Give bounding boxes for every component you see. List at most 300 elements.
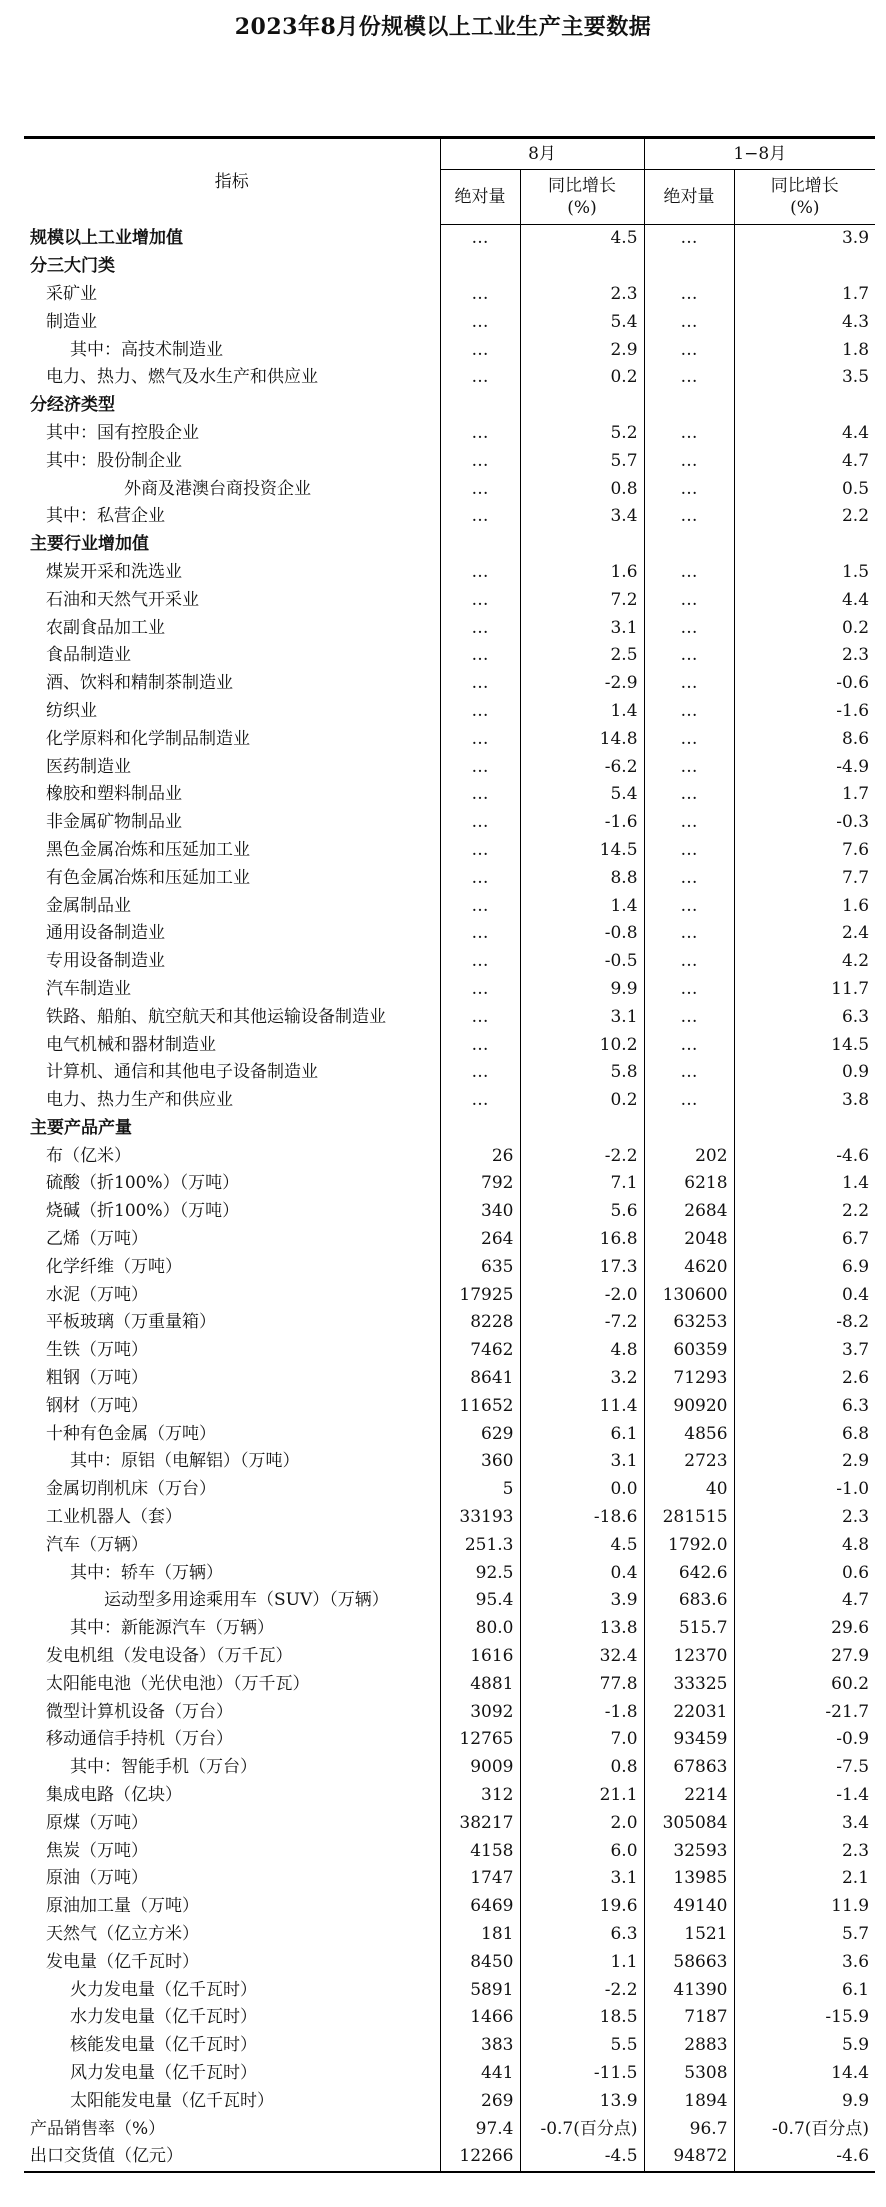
indicator-name: 出口交货值（亿元） xyxy=(24,2143,440,2172)
indicator-name: 铁路、船舶、航空航天和其他运输设备制造业 xyxy=(46,1006,386,1027)
ytd-absolute-value xyxy=(644,253,734,281)
indicator-name: 发电机组（发电设备）（万千瓦） xyxy=(46,1646,293,1667)
indicator-name: 火力发电量（亿千瓦时） xyxy=(70,1979,257,2000)
ytd-absolute-value: 4856 xyxy=(644,1420,734,1448)
table-row xyxy=(24,1392,875,1420)
ytd-yoy-value: 14.5 xyxy=(734,1031,875,1059)
aug-yoy-value: 0.2 xyxy=(520,364,644,392)
indicator-name: 计算机、通信和其他电子设备制造业 xyxy=(46,1062,318,1083)
indicator-name: 钢材（万吨） xyxy=(46,1395,148,1416)
aug-yoy-value: -1.6 xyxy=(520,809,644,837)
ytd-yoy-value: -1.4 xyxy=(734,1782,875,1810)
aug-yoy-value xyxy=(520,253,644,281)
aug-yoy-value: 4.5 xyxy=(520,1531,644,1559)
header-ytd-yoy-label: 同比增长 xyxy=(770,176,839,196)
table-body xyxy=(24,225,875,2172)
aug-absolute-value: 38217 xyxy=(440,1809,520,1837)
ytd-absolute-value: … xyxy=(644,837,734,865)
aug-absolute-value: … xyxy=(440,642,520,670)
aug-absolute-value: 635 xyxy=(440,1253,520,1281)
ytd-yoy-value: 2.3 xyxy=(734,1504,875,1532)
table-row xyxy=(24,1198,875,1226)
table-row xyxy=(24,1253,875,1281)
table-row xyxy=(24,753,875,781)
aug-absolute-value: … xyxy=(440,225,520,253)
table-row xyxy=(24,2143,875,2172)
table-row xyxy=(24,670,875,698)
ytd-absolute-value: … xyxy=(644,586,734,614)
table-row xyxy=(24,225,875,253)
indicator-name: 汽车制造业 xyxy=(46,978,131,999)
aug-absolute-value: 1466 xyxy=(440,2004,520,2032)
indicator-name: 生铁（万吨） xyxy=(46,1340,148,1361)
aug-absolute-value: 792 xyxy=(440,1170,520,1198)
ytd-absolute-value: 130600 xyxy=(644,1281,734,1309)
aug-absolute-value: … xyxy=(440,698,520,726)
ytd-yoy-value: 2.2 xyxy=(734,503,875,531)
table-row xyxy=(24,1365,875,1393)
aug-yoy-value: 2.0 xyxy=(520,1809,644,1837)
aug-yoy-value: 5.5 xyxy=(520,2032,644,2060)
ytd-absolute-value: … xyxy=(644,364,734,392)
aug-yoy-value: 77.8 xyxy=(520,1670,644,1698)
table-row xyxy=(24,447,875,475)
table-row xyxy=(24,837,875,865)
header-indicator: 指标 xyxy=(24,138,440,225)
ytd-absolute-value: 6218 xyxy=(644,1170,734,1198)
ytd-yoy-value: 3.8 xyxy=(734,1087,875,1115)
indicator-name: 金属切削机床（万台） xyxy=(46,1479,216,1500)
ytd-absolute-value: … xyxy=(644,698,734,726)
ytd-absolute-value: 2684 xyxy=(644,1198,734,1226)
ytd-yoy-value: 3.7 xyxy=(734,1337,875,1365)
table-row xyxy=(24,1976,875,2004)
aug-yoy-value: 1.1 xyxy=(520,1948,644,1976)
ytd-yoy-value: 60.2 xyxy=(734,1670,875,1698)
indicator-name: 其中：原铝（电解铝）（万吨） xyxy=(70,1451,300,1472)
aug-yoy-value: 2.3 xyxy=(520,281,644,309)
indicator-name: 焦炭（万吨） xyxy=(46,1840,148,1861)
ytd-yoy-value: 3.9 xyxy=(734,225,875,253)
ytd-absolute-value: 41390 xyxy=(644,1976,734,2004)
ytd-yoy-value: 4.8 xyxy=(734,1531,875,1559)
table-row xyxy=(24,809,875,837)
ytd-absolute-value: … xyxy=(644,670,734,698)
table-row xyxy=(24,725,875,753)
table-row xyxy=(24,503,875,531)
ytd-yoy-value: 1.6 xyxy=(734,892,875,920)
table-row xyxy=(24,1921,875,1949)
aug-absolute-value: … xyxy=(440,1003,520,1031)
ytd-yoy-value: 2.9 xyxy=(734,1448,875,1476)
ytd-yoy-value: 2.4 xyxy=(734,920,875,948)
table-row xyxy=(24,559,875,587)
indicator-name: 集成电路（亿块） xyxy=(46,1785,182,1806)
aug-absolute-value: 3092 xyxy=(440,1698,520,1726)
aug-absolute-value: … xyxy=(440,1059,520,1087)
ytd-yoy-value: -4.9 xyxy=(734,753,875,781)
ytd-yoy-value: 14.4 xyxy=(734,2060,875,2088)
table-row xyxy=(24,475,875,503)
ytd-absolute-value xyxy=(644,392,734,420)
ytd-yoy-value: 11.9 xyxy=(734,1893,875,1921)
ytd-yoy-value: 2.3 xyxy=(734,642,875,670)
table-row xyxy=(24,586,875,614)
table-row xyxy=(24,1726,875,1754)
ytd-absolute-value: 683.6 xyxy=(644,1587,734,1615)
aug-yoy-value: 0.8 xyxy=(520,1754,644,1782)
indicator-name: 产品销售率（%） xyxy=(30,2118,166,2139)
indicator-name: 石油和天然气开采业 xyxy=(46,589,199,610)
aug-yoy-value: -2.2 xyxy=(520,1976,644,2004)
ytd-yoy-value: -0.9 xyxy=(734,1726,875,1754)
aug-absolute-value: … xyxy=(440,837,520,865)
table-row xyxy=(24,1670,875,1698)
aug-absolute-value: … xyxy=(440,281,520,309)
statistics-table xyxy=(24,136,875,2173)
ytd-absolute-value: 1521 xyxy=(644,1921,734,1949)
table-header xyxy=(24,138,875,225)
ytd-yoy-value: 11.7 xyxy=(734,976,875,1004)
ytd-absolute-value: … xyxy=(644,892,734,920)
aug-yoy-value: 18.5 xyxy=(520,2004,644,2032)
aug-absolute-value: 17925 xyxy=(440,1281,520,1309)
aug-absolute-value: 1616 xyxy=(440,1643,520,1671)
aug-absolute-value: 181 xyxy=(440,1921,520,1949)
aug-absolute-value: 340 xyxy=(440,1198,520,1226)
ytd-absolute-value: 13985 xyxy=(644,1865,734,1893)
aug-yoy-value: 17.3 xyxy=(520,1253,644,1281)
ytd-absolute-value: 305084 xyxy=(644,1809,734,1837)
ytd-yoy-value: 4.3 xyxy=(734,308,875,336)
ytd-yoy-value: 0.9 xyxy=(734,1059,875,1087)
table-row xyxy=(24,2087,875,2115)
indicator-name: 太阳能电池（光伏电池）（万千瓦） xyxy=(46,1673,310,1694)
ytd-absolute-value: … xyxy=(644,948,734,976)
table-row xyxy=(24,1003,875,1031)
ytd-absolute-value: 12370 xyxy=(644,1643,734,1671)
aug-absolute-value: 7462 xyxy=(440,1337,520,1365)
indicator-name: 其中：股份制企业 xyxy=(46,450,182,471)
aug-absolute-value: … xyxy=(440,670,520,698)
aug-yoy-value: 13.9 xyxy=(520,2087,644,2115)
ytd-absolute-value: 1894 xyxy=(644,2087,734,2115)
table-row xyxy=(24,1643,875,1671)
header-ytd-absolute: 绝对量 xyxy=(644,170,734,225)
ytd-yoy-value: 3.4 xyxy=(734,1809,875,1837)
aug-yoy-value: 5.8 xyxy=(520,1059,644,1087)
header-aug-absolute: 绝对量 xyxy=(440,170,520,225)
header-aug-yoy xyxy=(520,170,644,225)
ytd-absolute-value: 5308 xyxy=(644,2060,734,2088)
aug-absolute-value: 4881 xyxy=(440,1670,520,1698)
indicator-name: 电力、热力生产和供应业 xyxy=(46,1090,233,1111)
ytd-absolute-value: … xyxy=(644,308,734,336)
aug-yoy-value: 21.1 xyxy=(520,1782,644,1810)
aug-absolute-value: 11652 xyxy=(440,1392,520,1420)
indicator-name: 布（亿米） xyxy=(46,1145,131,1166)
table-row xyxy=(24,1281,875,1309)
indicator-name: 十种有色金属（万吨） xyxy=(46,1423,216,1444)
indicator-name: 医药制造业 xyxy=(46,756,131,777)
indicator-name: 金属制品业 xyxy=(46,895,131,916)
indicator-name: 有色金属冶炼和压延加工业 xyxy=(46,867,250,888)
aug-yoy-value: 16.8 xyxy=(520,1226,644,1254)
table-row xyxy=(24,1587,875,1615)
table-row xyxy=(24,364,875,392)
ytd-yoy-value: 1.5 xyxy=(734,559,875,587)
indicator-name: 太阳能发电量（亿千瓦时） xyxy=(70,2090,274,2111)
ytd-absolute-value: … xyxy=(644,753,734,781)
ytd-absolute-value: 40 xyxy=(644,1476,734,1504)
ytd-absolute-value: 33325 xyxy=(644,1670,734,1698)
ytd-absolute-value: … xyxy=(644,1087,734,1115)
aug-absolute-value: 5891 xyxy=(440,1976,520,2004)
table-row xyxy=(24,976,875,1004)
aug-absolute-value: 8641 xyxy=(440,1365,520,1393)
aug-yoy-value: 0.4 xyxy=(520,1559,644,1587)
indicator-name: 风力发电量（亿千瓦时） xyxy=(70,2062,257,2083)
aug-absolute-value: … xyxy=(440,1087,520,1115)
ytd-yoy-value: 6.9 xyxy=(734,1253,875,1281)
ytd-absolute-value: … xyxy=(644,420,734,448)
header-aug-yoy-label: 同比增长 xyxy=(548,176,616,196)
aug-absolute-value: … xyxy=(440,809,520,837)
ytd-absolute-value: … xyxy=(644,503,734,531)
aug-yoy-value: 13.8 xyxy=(520,1615,644,1643)
aug-yoy-value: 14.8 xyxy=(520,725,644,753)
table-row xyxy=(24,1615,875,1643)
table-row xyxy=(24,1809,875,1837)
aug-absolute-value: … xyxy=(440,976,520,1004)
ytd-absolute-value: 96.7 xyxy=(644,2115,734,2143)
aug-yoy-value: 32.4 xyxy=(520,1643,644,1671)
ytd-absolute-value: 67863 xyxy=(644,1754,734,1782)
ytd-yoy-value: -4.6 xyxy=(734,1142,875,1170)
ytd-absolute-value: … xyxy=(644,781,734,809)
indicator-name: 通用设备制造业 xyxy=(46,923,165,944)
ytd-yoy-value: 0.4 xyxy=(734,1281,875,1309)
table-row xyxy=(24,336,875,364)
aug-yoy-value: 11.4 xyxy=(520,1392,644,1420)
ytd-yoy-value: -1.0 xyxy=(734,1476,875,1504)
page-title: 2023年8月份规模以上工业生产主要数据 xyxy=(234,14,652,40)
ytd-yoy-value: 1.8 xyxy=(734,336,875,364)
table-row xyxy=(24,1226,875,1254)
aug-yoy-value: 0.2 xyxy=(520,1087,644,1115)
ytd-yoy-value xyxy=(734,1115,875,1143)
ytd-absolute-value: … xyxy=(644,225,734,253)
section-row xyxy=(24,392,875,420)
indicator-name: 粗钢（万吨） xyxy=(46,1368,148,1389)
ytd-absolute-value: 93459 xyxy=(644,1726,734,1754)
table-row xyxy=(24,420,875,448)
ytd-yoy-value: -21.7 xyxy=(734,1698,875,1726)
ytd-absolute-value: 281515 xyxy=(644,1504,734,1532)
ytd-absolute-value: … xyxy=(644,864,734,892)
ytd-absolute-value: … xyxy=(644,559,734,587)
aug-yoy-value: -0.5 xyxy=(520,948,644,976)
aug-yoy-value xyxy=(520,1115,644,1143)
indicator-name: 纺织业 xyxy=(46,700,97,721)
aug-absolute-value: 9009 xyxy=(440,1754,520,1782)
aug-yoy-value: -0.7(百分点) xyxy=(520,2115,644,2143)
ytd-absolute-value: … xyxy=(644,725,734,753)
ytd-yoy-value: 3.6 xyxy=(734,1948,875,1976)
indicator-name: 核能发电量（亿千瓦时） xyxy=(70,2035,257,2056)
table-row xyxy=(24,1170,875,1198)
indicator-name: 电气机械和器材制造业 xyxy=(46,1034,216,1055)
indicator-name: 外商及港澳台商投资企业 xyxy=(124,478,311,499)
aug-yoy-value: -6.2 xyxy=(520,753,644,781)
aug-yoy-value: 7.0 xyxy=(520,1726,644,1754)
ytd-absolute-value: 71293 xyxy=(644,1365,734,1393)
aug-yoy-value: 7.2 xyxy=(520,586,644,614)
aug-yoy-value: 8.8 xyxy=(520,864,644,892)
section-label: 分三大门类 xyxy=(30,256,115,277)
ytd-absolute-value: … xyxy=(644,475,734,503)
section-row xyxy=(24,253,875,281)
ytd-absolute-value: 4620 xyxy=(644,1253,734,1281)
ytd-absolute-value: 32593 xyxy=(644,1837,734,1865)
aug-yoy-value: 5.4 xyxy=(520,308,644,336)
header-ytd-yoy xyxy=(734,170,875,225)
ytd-absolute-value: … xyxy=(644,447,734,475)
indicator-name: 化学纤维（万吨） xyxy=(46,1256,182,1277)
indicator-name: 电力、热力、燃气及水生产和供应业 xyxy=(46,367,318,388)
aug-yoy-value: -18.6 xyxy=(520,1504,644,1532)
aug-yoy-value xyxy=(520,531,644,559)
ytd-absolute-value xyxy=(644,531,734,559)
section-label: 主要产品产量 xyxy=(30,1117,132,1138)
ytd-absolute-value: 2048 xyxy=(644,1226,734,1254)
indicator-name: 其中：智能手机（万台） xyxy=(70,1757,257,1778)
aug-yoy-value: 4.8 xyxy=(520,1337,644,1365)
aug-yoy-value: 14.5 xyxy=(520,837,644,865)
ytd-yoy-value: 6.3 xyxy=(734,1392,875,1420)
indicator-name: 采矿业 xyxy=(46,283,97,304)
indicator-name: 其中：国有控股企业 xyxy=(46,422,199,443)
ytd-yoy-value: 2.6 xyxy=(734,1365,875,1393)
aug-yoy-value: 3.1 xyxy=(520,1003,644,1031)
aug-absolute-value: … xyxy=(440,948,520,976)
aug-yoy-value: 1.4 xyxy=(520,892,644,920)
ytd-yoy-value: -0.6 xyxy=(734,670,875,698)
aug-yoy-value: 0.8 xyxy=(520,475,644,503)
ytd-yoy-value: 29.6 xyxy=(734,1615,875,1643)
aug-absolute-value xyxy=(440,1115,520,1143)
aug-absolute-value: … xyxy=(440,503,520,531)
aug-absolute-value: 80.0 xyxy=(440,1615,520,1643)
table-row xyxy=(24,698,875,726)
indicator-name: 水力发电量（亿千瓦时） xyxy=(70,2007,257,2028)
table-row xyxy=(24,1531,875,1559)
table-row xyxy=(24,1059,875,1087)
aug-absolute-value xyxy=(440,392,520,420)
aug-yoy-value: 5.7 xyxy=(520,447,644,475)
aug-yoy-value: 5.2 xyxy=(520,420,644,448)
aug-yoy-value: -2.0 xyxy=(520,1281,644,1309)
indicator-name: 硫酸（折100%）（万吨） xyxy=(46,1173,240,1194)
ytd-yoy-value: 0.6 xyxy=(734,1559,875,1587)
table-row xyxy=(24,308,875,336)
table-row xyxy=(24,1948,875,1976)
ytd-absolute-value: 90920 xyxy=(644,1392,734,1420)
aug-yoy-value: 2.9 xyxy=(520,336,644,364)
table-row xyxy=(24,1031,875,1059)
aug-yoy-value: -4.5 xyxy=(520,2143,644,2172)
header-aug-yoy-unit: (%) xyxy=(567,198,597,218)
aug-yoy-value: 3.9 xyxy=(520,1587,644,1615)
aug-absolute-value: 95.4 xyxy=(440,1587,520,1615)
aug-absolute-value: 26 xyxy=(440,1142,520,1170)
ytd-yoy-value: 5.9 xyxy=(734,2032,875,2060)
aug-absolute-value xyxy=(440,253,520,281)
aug-yoy-value: 7.1 xyxy=(520,1170,644,1198)
indicator-name: 原煤（万吨） xyxy=(46,1812,148,1833)
ytd-yoy-value: 3.5 xyxy=(734,364,875,392)
indicator-name: 微型计算机设备（万台） xyxy=(46,1701,233,1722)
aug-absolute-value: … xyxy=(440,753,520,781)
aug-absolute-value: 312 xyxy=(440,1782,520,1810)
ytd-absolute-value: 22031 xyxy=(644,1698,734,1726)
indicator-name: 其中：新能源汽车（万辆） xyxy=(70,1618,274,1639)
ytd-yoy-value: 6.8 xyxy=(734,1420,875,1448)
ytd-absolute-value: 58663 xyxy=(644,1948,734,1976)
ytd-absolute-value: … xyxy=(644,976,734,1004)
ytd-yoy-value: 4.4 xyxy=(734,420,875,448)
ytd-yoy-value: 1.7 xyxy=(734,781,875,809)
ytd-yoy-value: 1.7 xyxy=(734,281,875,309)
ytd-yoy-value: 0.5 xyxy=(734,475,875,503)
table-row xyxy=(24,1837,875,1865)
ytd-yoy-value: 7.6 xyxy=(734,837,875,865)
ytd-yoy-value: -8.2 xyxy=(734,1309,875,1337)
ytd-yoy-value: 6.7 xyxy=(734,1226,875,1254)
ytd-yoy-value xyxy=(734,392,875,420)
ytd-yoy-value xyxy=(734,531,875,559)
aug-absolute-value xyxy=(440,531,520,559)
table-row xyxy=(24,2032,875,2060)
ytd-yoy-value: -7.5 xyxy=(734,1754,875,1782)
table-row xyxy=(24,2060,875,2088)
indicator-name: 食品制造业 xyxy=(46,645,131,666)
table-row xyxy=(24,864,875,892)
aug-yoy-value: 3.2 xyxy=(520,1365,644,1393)
indicator-name: 专用设备制造业 xyxy=(46,951,165,972)
aug-absolute-value: 97.4 xyxy=(440,2115,520,2143)
ytd-yoy-value: 27.9 xyxy=(734,1643,875,1671)
aug-yoy-value: 3.1 xyxy=(520,1865,644,1893)
table-row xyxy=(24,2004,875,2032)
aug-yoy-value: 6.3 xyxy=(520,1921,644,1949)
indicator-name: 其中：私营企业 xyxy=(46,506,165,527)
aug-absolute-value: … xyxy=(440,586,520,614)
ytd-yoy-value: 4.7 xyxy=(734,447,875,475)
aug-absolute-value: … xyxy=(440,336,520,364)
ytd-yoy-value: -0.7(百分点) xyxy=(734,2115,875,2143)
indicator-name: 其中：高技术制造业 xyxy=(70,339,223,360)
aug-yoy-value: 3.4 xyxy=(520,503,644,531)
aug-yoy-value: 1.4 xyxy=(520,698,644,726)
aug-absolute-value: … xyxy=(440,364,520,392)
aug-yoy-value: -7.2 xyxy=(520,1309,644,1337)
aug-absolute-value: … xyxy=(440,308,520,336)
table-row xyxy=(24,1309,875,1337)
aug-absolute-value: … xyxy=(440,420,520,448)
table-row xyxy=(24,1504,875,1532)
indicator-name: 发电量（亿千瓦时） xyxy=(46,1951,199,1972)
